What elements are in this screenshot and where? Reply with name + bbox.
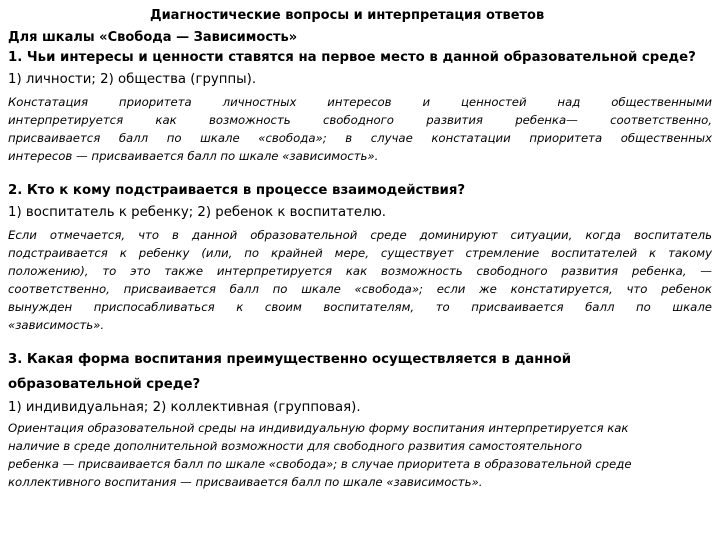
interpretation-line: вынужден приспосабливаться к своим воспитателям, то присваивается балл по шкале (8, 300, 712, 314)
interpretation-line: соответственно, присваивается балл по шкале «свобода»; если же констатируется, что ребенок (8, 282, 712, 296)
answers-1: 1) личности; 2) общества (группы). (8, 72, 257, 87)
interpretation-line: Ориентация образовательной среды на индивидуальную форму воспитания интерпретируется как (8, 421, 629, 435)
page-title: Диагностические вопросы и интерпретация ответов (150, 8, 545, 23)
question-3-line-1: 3. Какая форма воспитания преимущественно осуществляется в данной (8, 352, 572, 367)
interpretation-line: наличие в среде дополнительной возможности для свободного развития самостоятельного (8, 439, 583, 453)
interpretation-line: положению), то это также интерпретируется как возможность свободного развития ребенка, — (8, 264, 712, 278)
question-2: 2. Кто к кому подстраивается в процессе взаимодействия? (8, 183, 466, 198)
scale-heading: Для шкалы «Свобода — Зависимость» (8, 30, 298, 45)
interpretation-line: подстраивается к ребенку (или, по крайней мере, существует стремление воспитателей к такому (8, 246, 712, 260)
interpretation-line: ребенка — присваивается балл по шкале «свобода»; в случае приоритета в образовательной среде (8, 457, 632, 471)
interpretation-3 (8, 419, 712, 491)
interpretation-line: интересов — присваивается балл по шкале «зависимость». (8, 149, 379, 163)
answers-3: 1) индивидуальная; 2) коллективная (групповая). (8, 400, 361, 415)
question-3-line-2: образовательной среде? (8, 377, 201, 392)
interpretation-1 (8, 93, 712, 165)
interpretation-line: «зависимость». (8, 318, 105, 332)
interpretation-line: Констатация приоритета личностных интересов и ценностей над общественными (8, 95, 712, 109)
interpretation-line: присваивается балл по шкале «свобода»; в случае констатации приоритета общественных (8, 131, 712, 145)
question-1: 1. Чьи интересы и ценности ставятся на первое место в данной образовательной среде? (8, 50, 696, 65)
interpretation-2 (8, 226, 712, 334)
interpretation-line: Если отмечается, что в данной образовательной среде доминируют ситуации, когда воспитатель (8, 228, 712, 242)
interpretation-line: коллективного воспитания — присваивается балл по шкале «зависимость». (8, 475, 483, 489)
answers-2: 1) воспитатель к ребенку; 2) ребенок к воспитателю. (8, 205, 387, 220)
interpretation-line: интерпретируется как возможность свободного развития ребенка— соответственно, (8, 113, 712, 127)
